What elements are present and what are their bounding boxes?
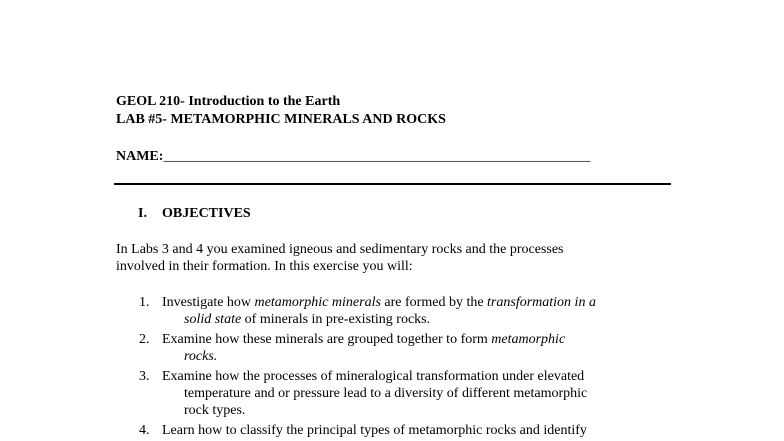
objective-continuation: temperature and or pressure lead to a diversity of different metamorphic (184, 386, 588, 401)
name-label: NAME: (116, 149, 164, 164)
objective-number: 3. (139, 369, 150, 384)
emphasis-run: metamorphic (491, 332, 566, 347)
text-run: Examine how these minerals are grouped together to form (162, 332, 492, 347)
text-run: are formed by the (380, 295, 488, 310)
objective-number: 2. (139, 332, 150, 347)
objective-line (162, 294, 596, 311)
objective-number: 1. (139, 295, 150, 310)
objective-line: Learn how to classify the principal types of metamorphic rocks and identify (162, 423, 587, 438)
name-blank: _____________________________________________________________ (163, 149, 591, 164)
objective-continuation: rock types. (184, 403, 246, 418)
emphasis-run: solid state (184, 312, 242, 327)
emphasis-run: metamorphic minerals (254, 295, 381, 310)
horizontal-divider (114, 183, 671, 185)
text-run: of minerals in pre-existing rocks. (241, 312, 431, 327)
objective-continuation (184, 348, 217, 365)
objective-line (162, 331, 565, 348)
lab-title: LAB #5- METAMORPHIC MINERALS AND ROCKS (116, 112, 446, 127)
section-title: OBJECTIVES (162, 206, 251, 221)
emphasis-run: transformation in a (487, 295, 596, 310)
section-heading (138, 206, 251, 222)
objective-number: 4. (139, 423, 150, 438)
intro-line-1: In Labs 3 and 4 you examined igneous and sedimentary rocks and the processes (116, 242, 564, 257)
emphasis-run: rocks. (184, 349, 218, 364)
section-number: I. (138, 206, 147, 221)
objective-continuation (184, 311, 430, 328)
text-run: Investigate how (162, 295, 255, 310)
intro-line-2: involved in their formation. In this exercise you will: (116, 259, 413, 274)
course-title: GEOL 210- Introduction to the Earth (116, 94, 341, 109)
name-line (116, 148, 590, 165)
objective-line: Examine how the processes of mineralogical transformation under elevated (162, 369, 585, 384)
